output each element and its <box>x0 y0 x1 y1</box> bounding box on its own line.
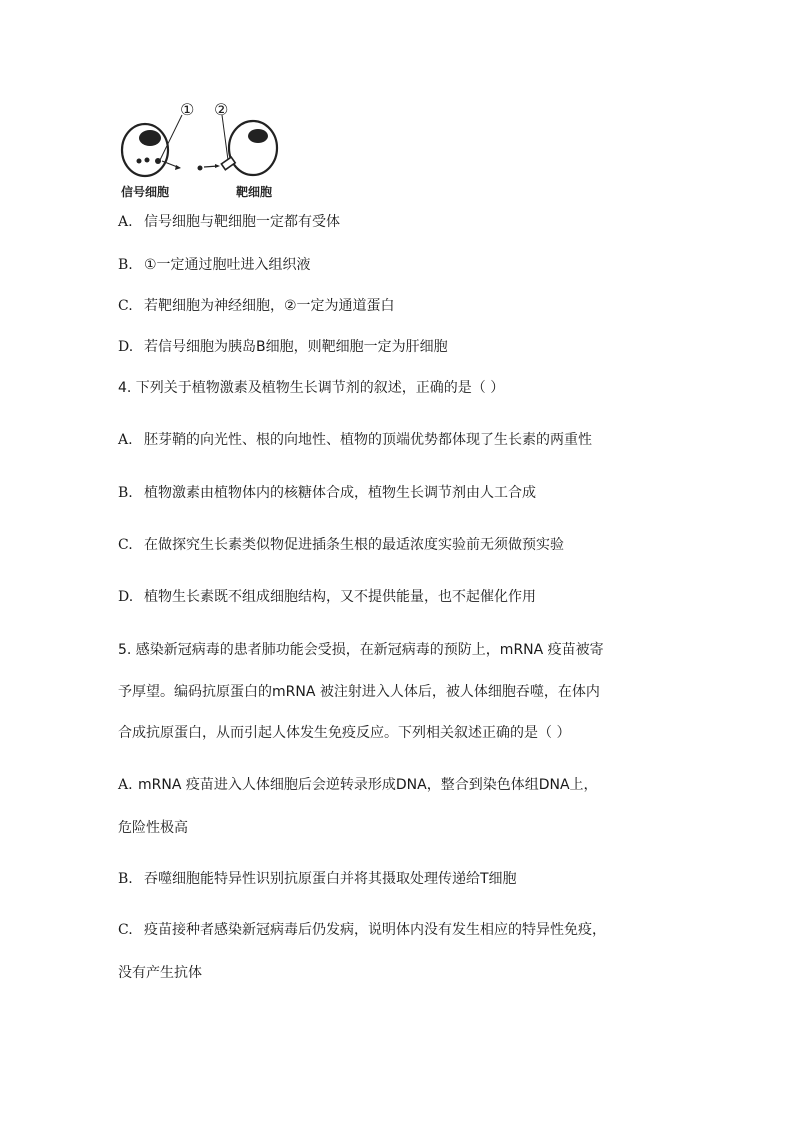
marker-2: ② <box>214 100 229 119</box>
option-letter: A. <box>118 777 133 793</box>
signal-cell <box>122 124 168 176</box>
q3-option-b <box>118 255 311 275</box>
target-cell <box>221 121 277 175</box>
option-letter: B. <box>118 257 133 273</box>
option-text: 信号细胞与靶细胞一定都有受体 <box>144 214 340 230</box>
option-letter: A. <box>118 214 133 230</box>
option-letter: B. <box>118 485 133 501</box>
cell-signaling-figure <box>118 98 284 202</box>
secreted-signal <box>162 161 220 171</box>
q5-stem-line: 予厚望。编码抗原蛋白的mRNA 被注射进入人体后，被人体细胞吞噬，在体内 <box>118 684 600 700</box>
option-text: 若信号细胞为胰岛B细胞，则靶细胞一定为肝细胞 <box>144 339 448 355</box>
signal-cell-label: 信号细胞 <box>121 185 170 199</box>
q5-stem-line: 5. 感染新冠病毒的患者肺功能会受损，在新冠病毒的预防上，mRNA 疫苗被寄 <box>118 642 604 658</box>
option-text: 在做探究生长素类似物促进插条生根的最适浓度实验前无须做预实验 <box>144 537 564 553</box>
option-letter: C. <box>118 922 133 938</box>
q4-option-d <box>118 587 536 607</box>
q4-option-c <box>118 535 564 555</box>
q5-stem-line: 合成抗原蛋白，从而引起人体发生免疫反应。下列相关叙述正确的是（ ） <box>118 725 571 741</box>
q5-option-a-continued: 危险性极高 <box>118 820 188 836</box>
option-letter: C. <box>118 537 133 553</box>
q5-option-c-continued: 没有产生抗体 <box>118 965 202 981</box>
option-text: 植物激素由植物体内的核糖体合成，植物生长调节剂由人工合成 <box>144 485 536 501</box>
q3-option-a <box>118 212 340 232</box>
q5-option-b <box>118 869 517 889</box>
q5-option-c <box>118 920 606 940</box>
q3-option-d <box>118 337 448 357</box>
option-text: ①一定通过胞吐进入组织液 <box>144 257 311 273</box>
option-letter: D. <box>118 589 134 605</box>
option-text: 胚芽鞘的向光性、根的向地性、植物的顶端优势都体现了生长素的两重性 <box>144 432 592 448</box>
q4-option-b <box>118 483 536 503</box>
option-text: 疫苗接种者感染新冠病毒后仍发病，说明体内没有发生相应的特异性免疫， <box>144 922 606 938</box>
q3-option-c <box>118 296 395 316</box>
option-text: 若靶细胞为神经细胞，②一定为通道蛋白 <box>144 298 395 314</box>
option-letter: C. <box>118 298 133 314</box>
option-text: mRNA 疫苗进入人体细胞后会逆转录形成DNA，整合到染色体组DNA上， <box>138 777 598 793</box>
option-text: 植物生长素既不组成细胞结构，又不提供能量，也不起催化作用 <box>144 589 536 605</box>
option-letter: A. <box>118 432 133 448</box>
q4-option-a <box>118 430 592 450</box>
q4-stem: 4. 下列关于植物激素及植物生长调节剂的叙述，正确的是（ ） <box>118 380 505 396</box>
q5-option-a <box>118 775 598 795</box>
target-cell-label: 靶细胞 <box>236 185 273 199</box>
marker-1: ① <box>180 100 195 119</box>
option-letter: D. <box>118 339 134 355</box>
pointer-lines <box>160 115 228 160</box>
option-letter: B. <box>118 871 133 887</box>
option-text: 吞噬细胞能特异性识别抗原蛋白并将其摄取处理传递给T细胞 <box>144 871 517 887</box>
